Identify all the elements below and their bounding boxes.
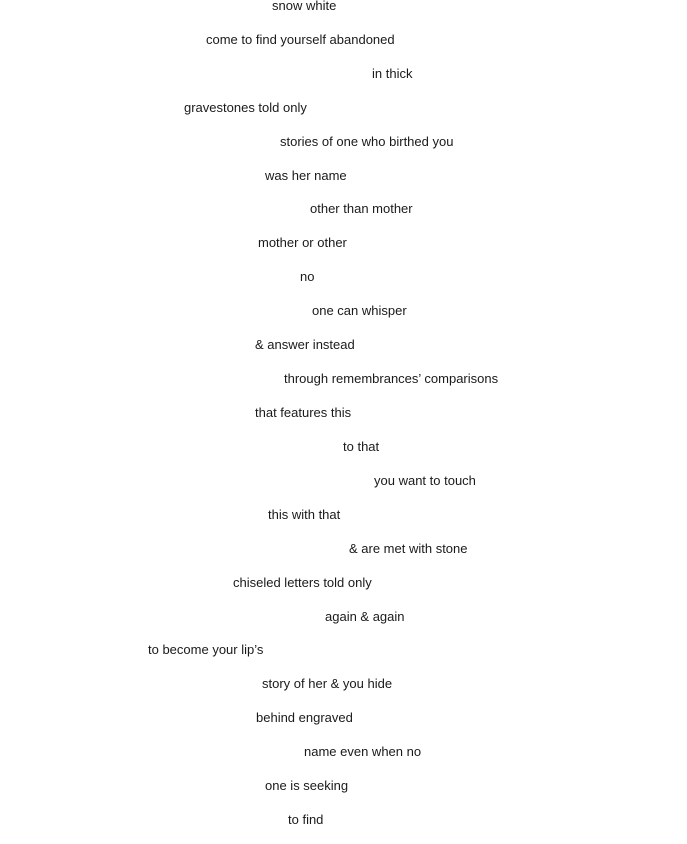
poem-line: this with that <box>268 507 341 522</box>
poem-line: chiseled letters told only <box>233 575 372 590</box>
poem-line: to find <box>288 812 324 827</box>
poem-line: mother or other <box>258 235 347 250</box>
poem-line: come to find yourself abandoned <box>206 32 395 47</box>
poem-line: behind engraved <box>256 710 353 725</box>
poem-line: gravestones told only <box>184 100 307 115</box>
poem-line: you want to touch <box>374 473 476 488</box>
poem-line: name even when no <box>304 744 422 759</box>
poem-line: to that <box>343 439 380 454</box>
poem-line: one is seeking <box>265 778 349 793</box>
poem-line: & answer instead <box>255 337 355 352</box>
poem-line: stories of one who birthed you <box>280 134 454 149</box>
poem-line: other than mother <box>310 201 413 216</box>
poem-line: again & again <box>325 609 405 624</box>
poem-line: & are met with stone <box>349 541 468 556</box>
poem-line: that features this <box>255 405 352 420</box>
poem-line: in thick <box>372 66 413 81</box>
poem-line: no <box>300 269 315 284</box>
poem-line: through remembrances’ comparisons <box>284 371 499 386</box>
poem-line: snow white <box>272 0 337 13</box>
poem-line: to become your lip’s <box>148 642 264 657</box>
poem-line: was her name <box>265 168 347 183</box>
poem-line: story of her & you hide <box>262 676 393 691</box>
poem-line: one can whisper <box>312 303 407 318</box>
